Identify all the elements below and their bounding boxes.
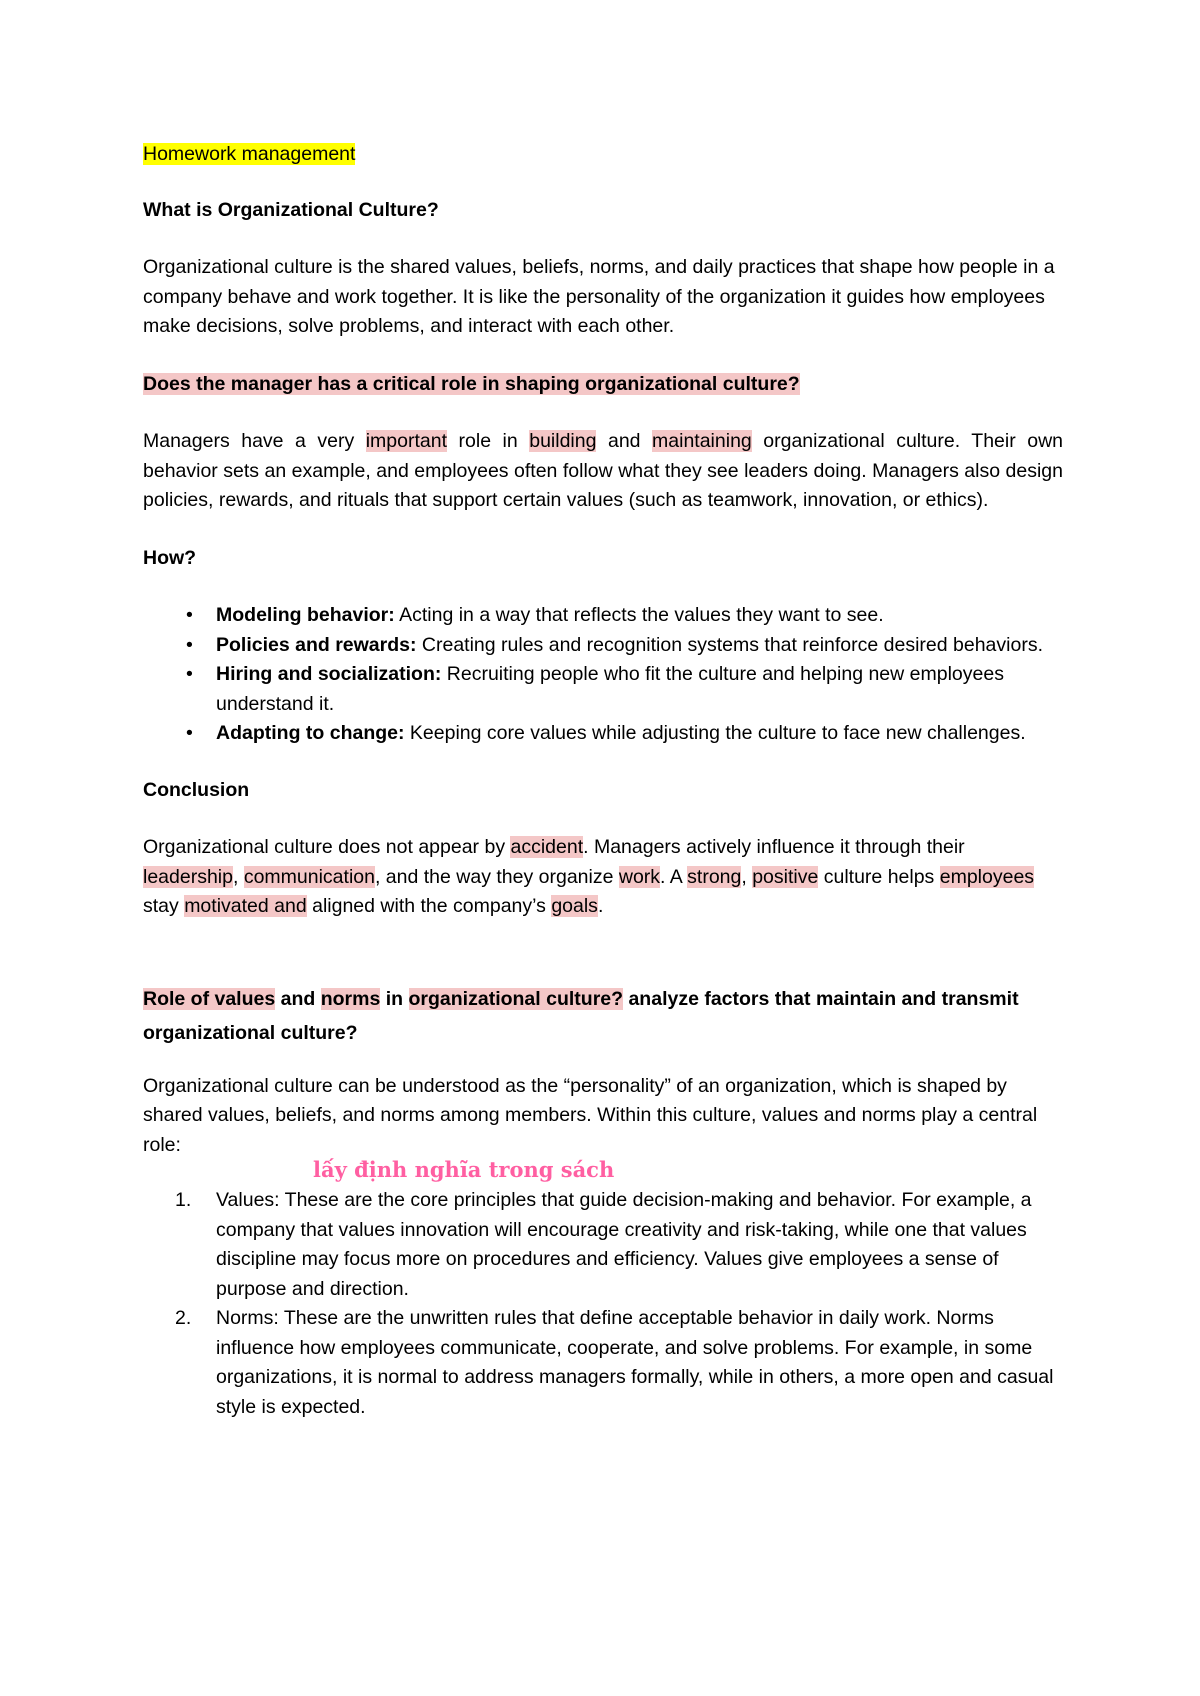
list-item	[143, 601, 1063, 631]
bullet-icon: •	[186, 604, 193, 626]
list-number: 2.	[175, 1307, 192, 1329]
text-run: aligned with the company’s	[306, 895, 552, 917]
text-run: Organizational culture does not appear by	[143, 836, 511, 858]
text-run: analyze factors that maintain and transmit organizational culture?	[143, 987, 1019, 1044]
question-manager-role-highlight: Does the manager has a critical role in shaping organizational culture?	[143, 372, 800, 395]
text-run: culture helps	[818, 865, 940, 888]
handwritten-note: lấy định nghĩa trong sách	[313, 1157, 615, 1182]
text-run: stay	[143, 895, 185, 917]
question-what-is-culture: What is Organizational Culture?	[143, 198, 439, 221]
list-item	[143, 631, 1063, 661]
conclusion-heading: Conclusion	[143, 778, 250, 801]
values-norms-intro: Organizational culture can be understood as the “personality” of an organization, which is shaped by shared values, beliefs, and norms among members. Within this culture, values and norms play a central role:	[143, 1074, 1038, 1156]
highlight-communication: communication	[243, 865, 375, 888]
text-run: role in	[447, 430, 530, 452]
text-run: Managers have a very	[143, 430, 366, 452]
bullet-text: Acting in a way that reflects the values they want to see.	[394, 604, 884, 626]
bullet-label: Policies and rewards:	[216, 633, 417, 656]
document-title	[143, 140, 1063, 170]
list-item	[143, 660, 1063, 719]
text-run: ,	[232, 865, 244, 888]
title-highlight: Homework management	[143, 143, 356, 165]
definition-paragraph: Organizational culture is the shared values, beliefs, norms, and daily practices that shape how people in a company behave and work together. It is like the personality of the organization it guides how employees make decisions, solve problems, and interact with each other.	[143, 256, 1055, 337]
highlight-maintaining: maintaining	[652, 430, 752, 452]
list-item	[143, 719, 1063, 749]
document-body	[143, 140, 1063, 1422]
bullet-text: Recruiting people who fit the culture and helping new employees understand it.	[216, 663, 1004, 715]
bullet-label: Adapting to change:	[216, 722, 405, 744]
highlight-motivated-and: motivated and	[184, 895, 307, 917]
text-run: , and the way they organize	[374, 865, 619, 888]
highlight-goals: goals	[551, 895, 598, 917]
highlight-leadership: leadership	[143, 865, 233, 888]
highlight-norms: norms	[320, 987, 381, 1010]
highlight-strong: strong	[687, 865, 742, 888]
highlight-organizational-culture: organizational culture?	[408, 987, 624, 1010]
list-item-text: Values: These are the core principles that guide decision-making and behavior. For example, a company that values innovation will encourage creativity and risk-taking, while one that values discipline may focus more on procedures and efficiency. Values give employees a sense of purpose and direction.	[216, 1189, 1032, 1300]
question-values-norms	[143, 982, 1063, 1050]
bullet-icon: •	[186, 722, 193, 744]
numbered-list	[143, 1186, 1063, 1422]
bullet-text: Creating rules and recognition systems that reinforce desired behaviors.	[416, 633, 1043, 656]
how-heading: How?	[143, 546, 197, 569]
bullet-label: Modeling behavior:	[216, 604, 395, 626]
highlight-positive: positive	[752, 865, 819, 888]
bullet-icon: •	[186, 663, 193, 685]
text-run: . Managers actively influence it through their	[583, 836, 965, 858]
highlight-important: important	[365, 430, 448, 452]
list-item	[143, 1304, 1063, 1422]
bullet-icon: •	[186, 633, 193, 656]
text-run: .	[597, 895, 604, 917]
highlight-building: building	[529, 430, 597, 452]
text-run: ,	[741, 865, 753, 888]
list-item-text: Norms: These are the unwritten rules that define acceptable behavior in daily work. Norms influence how employees communicate, cooperate, and solve problems. For example, in some organizations, it is normal to address managers formally, while in others, a more open and casual style is expected.	[216, 1307, 1054, 1418]
manager-role-paragraph	[143, 427, 1063, 516]
highlight-employees: employees	[939, 865, 1035, 888]
highlight-accident: accident	[510, 836, 584, 858]
highlight-work: work	[618, 865, 661, 888]
text-run: organizational culture. Their own behavior sets an example, and employees often follow what they see leaders doing. Managers also design policies, rewards, and rituals that support certain values (such as teamwork, innovation, or ethics).	[143, 430, 1064, 511]
text-run: and	[596, 430, 653, 452]
list-item	[143, 1186, 1063, 1304]
bullet-text: Keeping core values while adjusting the culture to face new challenges.	[404, 722, 1026, 744]
text-run: . A	[660, 865, 688, 888]
text-run: in	[380, 987, 409, 1010]
bullet-label: Hiring and socialization:	[216, 663, 442, 685]
how-bullet-list	[143, 601, 1063, 749]
text-run: and	[275, 987, 321, 1010]
list-number: 1.	[175, 1189, 192, 1211]
highlight-role-of-values: Role of values	[143, 987, 276, 1010]
question-manager-role	[143, 370, 1063, 400]
conclusion-paragraph	[143, 833, 1063, 922]
